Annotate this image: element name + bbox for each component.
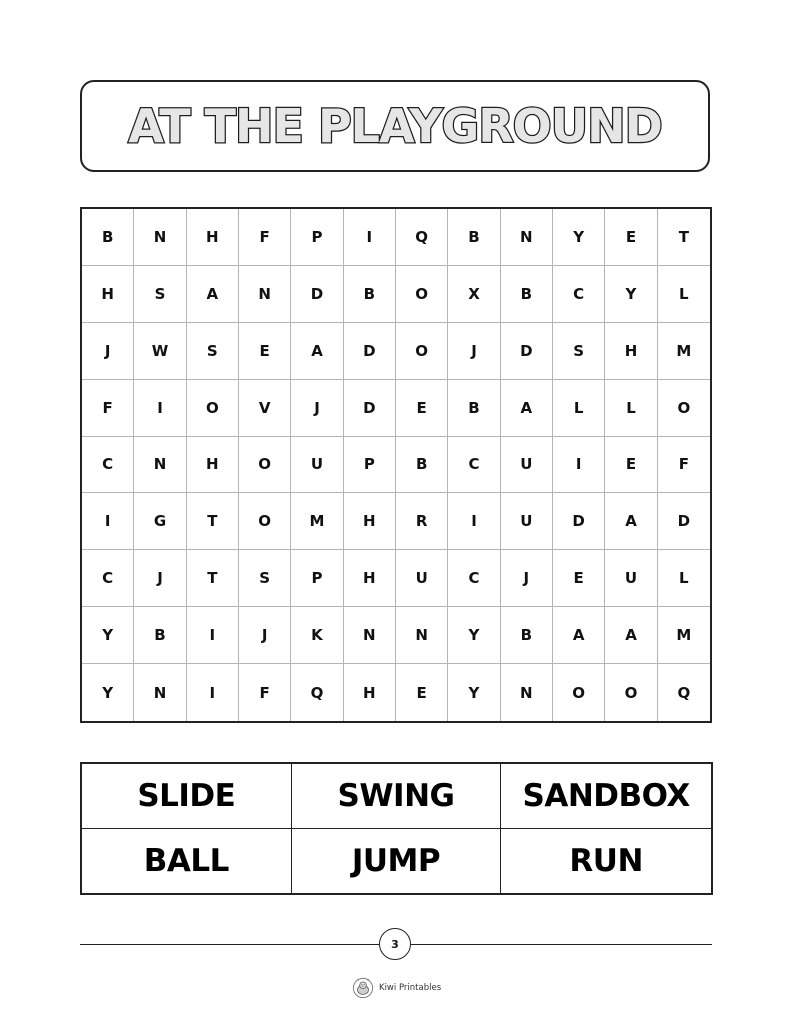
grid-cell: A — [291, 323, 343, 380]
grid-cell: H — [605, 323, 657, 380]
grid-cell: V — [239, 380, 291, 437]
word-list-item: BALL — [82, 829, 292, 894]
grid-cell: M — [291, 493, 343, 550]
grid-cell: O — [239, 437, 291, 494]
grid-cell: O — [553, 664, 605, 721]
grid-cell: I — [344, 209, 396, 266]
grid-cell: O — [187, 380, 239, 437]
grid-cell: D — [344, 380, 396, 437]
grid-cell: I — [187, 664, 239, 721]
grid-cell: S — [134, 266, 186, 323]
grid-cell: X — [448, 266, 500, 323]
grid-cell: H — [82, 266, 134, 323]
grid-cell: F — [239, 664, 291, 721]
grid-cell: E — [605, 209, 657, 266]
grid-cell: L — [605, 380, 657, 437]
grid-cell: J — [448, 323, 500, 380]
grid-cell: W — [134, 323, 186, 380]
grid-cell: N — [501, 209, 553, 266]
grid-cell: J — [501, 550, 553, 607]
grid-cell: N — [239, 266, 291, 323]
grid-cell: U — [605, 550, 657, 607]
grid-cell: L — [553, 380, 605, 437]
grid-cell: Y — [448, 664, 500, 721]
grid-cell: U — [501, 493, 553, 550]
grid-cell: U — [396, 550, 448, 607]
grid-cell: F — [239, 209, 291, 266]
grid-cell: N — [344, 607, 396, 664]
grid-cell: B — [396, 437, 448, 494]
word-list-item: JUMP — [292, 829, 502, 894]
grid-cell: C — [448, 437, 500, 494]
grid-cell: B — [448, 209, 500, 266]
grid-cell: C — [448, 550, 500, 607]
grid-cell: D — [344, 323, 396, 380]
grid-cell: B — [344, 266, 396, 323]
grid-cell: S — [553, 323, 605, 380]
grid-cell: B — [501, 607, 553, 664]
grid-cell: N — [134, 664, 186, 721]
kiwi-bird-logo-icon — [352, 977, 374, 999]
grid-cell: N — [396, 607, 448, 664]
grid-cell: A — [605, 607, 657, 664]
grid-cell: H — [187, 209, 239, 266]
grid-cell: O — [658, 380, 710, 437]
grid-cell: L — [658, 550, 710, 607]
grid-cell: E — [396, 380, 448, 437]
grid-cell: Q — [677, 683, 691, 702]
grid-cell: J — [82, 323, 134, 380]
grid-cell: D — [658, 493, 710, 550]
grid-cell: Y — [605, 266, 657, 323]
grid-cell: F — [658, 437, 710, 494]
grid-cell: E — [605, 437, 657, 494]
grid-cell: P — [291, 550, 343, 607]
grid-cell: P — [344, 437, 396, 494]
grid-cell: B — [82, 209, 134, 266]
grid-cell: Y — [448, 607, 500, 664]
grid-cell: S — [239, 550, 291, 607]
grid-cell: C — [82, 437, 134, 494]
brand-name: Kiwi Printables — [379, 983, 442, 993]
grid-cell: R — [396, 493, 448, 550]
word-list-item: RUN — [569, 842, 643, 879]
grid-cell: N — [501, 664, 553, 721]
grid-cell: E — [553, 550, 605, 607]
grid-cell: H — [187, 437, 239, 494]
grid-cell: E — [239, 323, 291, 380]
grid-cell: J — [291, 380, 343, 437]
grid-cell: C — [82, 550, 134, 607]
grid-cell: Y — [553, 209, 605, 266]
grid-cell: O — [396, 323, 448, 380]
grid-cell: M — [658, 323, 710, 380]
grid-cell: I — [553, 437, 605, 494]
grid-cell: Q — [291, 664, 343, 721]
grid-cell: K — [291, 607, 343, 664]
grid-cell: N — [134, 437, 186, 494]
grid-cell: D — [553, 493, 605, 550]
grid-cell: T — [187, 493, 239, 550]
grid-cell: I — [187, 607, 239, 664]
page-number: 3 — [379, 928, 411, 960]
grid-cell: E — [396, 664, 448, 721]
grid-cell: L — [658, 266, 710, 323]
word-list — [80, 762, 713, 895]
grid-cell: J — [239, 607, 291, 664]
word-list-item: SANDBOX — [501, 764, 711, 829]
page-title: AT THE PLAYGROUND — [128, 99, 662, 153]
grid-cell: A — [605, 493, 657, 550]
grid-cell: T — [658, 209, 710, 266]
grid-cell: G — [134, 493, 186, 550]
grid-cell: B — [448, 380, 500, 437]
grid-cell: O — [239, 493, 291, 550]
grid-cell: A — [501, 380, 553, 437]
grid-cell: U — [291, 437, 343, 494]
grid-cell: S — [187, 323, 239, 380]
grid-cell: A — [187, 266, 239, 323]
grid-cell: A — [553, 607, 605, 664]
word-list-item: SWING — [292, 764, 502, 829]
grid-cell: M — [658, 607, 710, 664]
grid-cell: I — [134, 380, 186, 437]
grid-cell: Q — [396, 209, 448, 266]
grid-cell: Y — [82, 607, 134, 664]
brand-footer — [352, 977, 441, 999]
grid-cell: B — [134, 607, 186, 664]
grid-cell: P — [291, 209, 343, 266]
grid-cell: N — [134, 209, 186, 266]
grid-cell: O — [605, 664, 657, 721]
grid-cell: H — [344, 664, 396, 721]
grid-cell: H — [344, 493, 396, 550]
word-list-item: SLIDE — [82, 764, 292, 829]
grid-cell: O — [396, 266, 448, 323]
grid-cell: I — [82, 493, 134, 550]
letter-grid — [80, 207, 712, 723]
grid-cell: H — [344, 550, 396, 607]
grid-cell: C — [553, 266, 605, 323]
grid-cell: F — [82, 380, 134, 437]
grid-cell: B — [501, 266, 553, 323]
title-box — [80, 80, 710, 172]
grid-cell: D — [291, 266, 343, 323]
grid-cell: U — [501, 437, 553, 494]
grid-cell: J — [134, 550, 186, 607]
grid-cell: D — [501, 323, 553, 380]
grid-cell: Y — [82, 664, 134, 721]
grid-cell: I — [448, 493, 500, 550]
grid-cell: T — [187, 550, 239, 607]
